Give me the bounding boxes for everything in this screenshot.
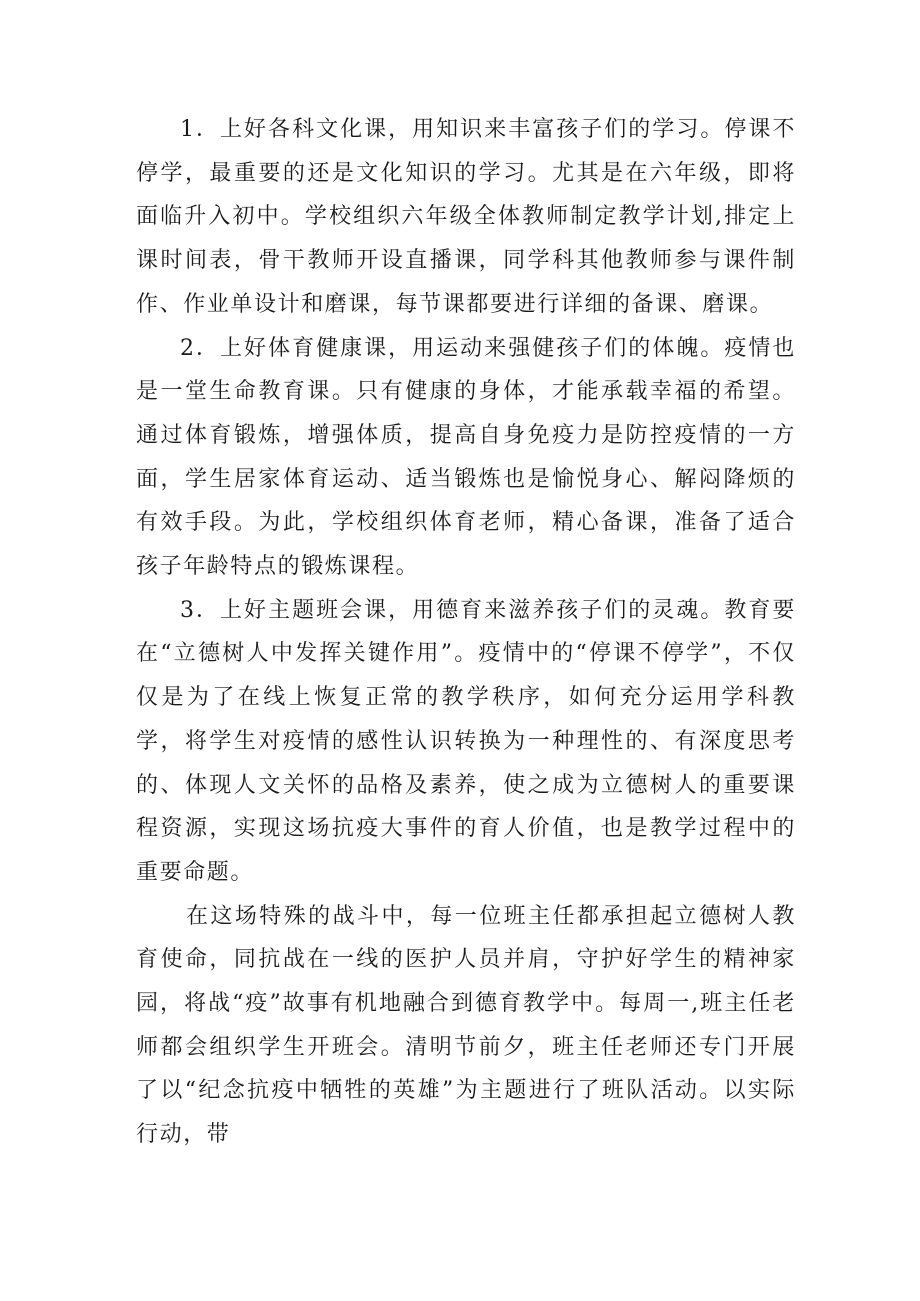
paragraph-class-meeting: 3．上好主题班会课，用德育来滋养孩子们的灵魂。教育要在“立德树人中发挥关键作用”。疫情中的“停课不停学”，不仅仅是为了在线上恢复正常的教学秩序，如何充分运用学科教学，将学生对疫情的感性认识转换为一种理性的、有深度思考的、体现人文关怀的品格及素养，使之成为立德树人的重要课程资源，实现这场抗疫大事件的育人价值，也是教学过程中的重要命题。 bbox=[136, 597, 796, 885]
paragraph-pe-class: 2．上好体育健康课，用运动来强健孩子们的体魄。疫情也是一堂生命教育课。只有健康的身体，才能承载幸福的希望。通过体育锻炼，增强体质，提高自身免疫力是防控疫情的一方面，学生居家体育运动、适当锻炼也是愉悦身心、解闷降烦的有效手段。为此，学校组织体育老师，精心备课，准备了适合孩子年龄特点的锻炼课程。 bbox=[136, 335, 796, 580]
paragraph-culture-class: 1．上好各科文化课，用知识来丰富孩子们的学习。停课不停学，最重要的还是文化知识的学习。尤其是在六年级，即将面临升入初中。学校组织六年级全体教师制定教学计划,排定上课时间表，骨干教师开设直播课，同学科其他教师参与课件制作、作业单设计和磨课，每节课都要进行详细的备课、磨课。 bbox=[136, 117, 796, 317]
paragraph-head-teachers: 在这场特殊的战斗中，每一位班主任都承担起立德树人教育使命，同抗战在一线的医护人员并肩，守护好学生的精神家园，将战“疫”故事有机地融合到德育教学中。每周一,班主任老师都会组织学生开班会。清明节前夕，班主任老师还专门开展了以“纪念抗疫中牺牲的英雄”为主题进行了班队活动。以实际行动，带 bbox=[136, 903, 796, 1148]
document-body bbox=[136, 108, 796, 1157]
